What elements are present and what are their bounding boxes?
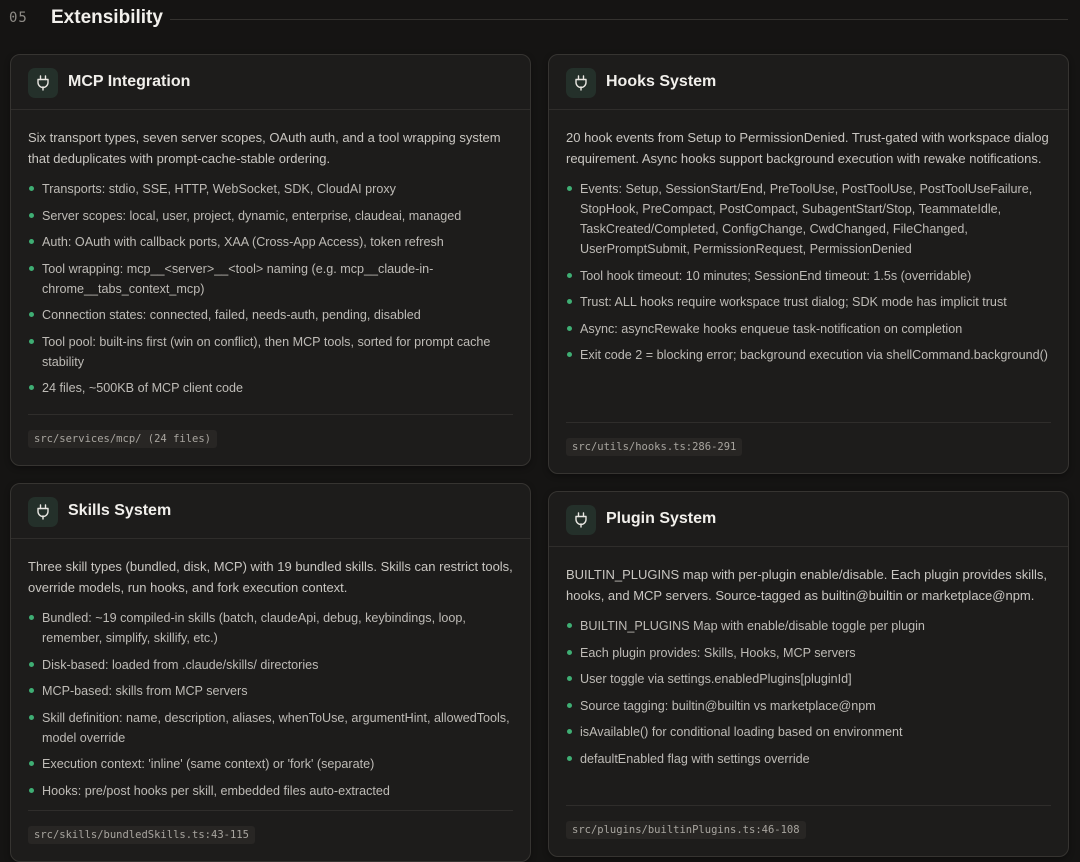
feature-item: Transports: stdio, SSE, HTTP, WebSocket, SDK, CloudAI proxy [28, 179, 513, 199]
feature-item: 24 files, ~500KB of MCP client code [28, 378, 513, 398]
card-header [11, 484, 530, 539]
source-path[interactable]: src/plugins/builtinPlugins.ts:46-108 [566, 821, 806, 839]
section-title: Extensibility [51, 7, 163, 28]
card-description: Six transport types, seven server scopes, OAuth auth, and a tool wrapping system that deduplicates with prompt-cache-stable ordering. [28, 130, 501, 166]
card-footer [566, 422, 1051, 473]
mcp-integration-card [10, 54, 531, 466]
card-footer [28, 810, 513, 861]
feature-list [566, 616, 1051, 769]
section-header [0, 0, 1080, 40]
card-header [11, 55, 530, 110]
feature-item: Each plugin provides: Skills, Hooks, MCP servers [566, 643, 1051, 663]
feature-item: Trust: ALL hooks require workspace trust dialog; SDK mode has implicit trust [566, 292, 1051, 312]
feature-item: Hooks: pre/post hooks per skill, embedded files auto-extracted [28, 781, 513, 801]
feature-item: User toggle via settings.enabledPlugins[pluginId] [566, 669, 1051, 689]
card-title: Plugin System [606, 510, 717, 527]
feature-item: BUILTIN_PLUGINS Map with enable/disable toggle per plugin [566, 616, 1051, 636]
card-footer [28, 414, 513, 465]
feature-item: Events: Setup, SessionStart/End, PreToolUse, PostToolUse, PostToolUseFailure, StopHook, PreCompact, PostCompact, SubagentStart/Stop, TeammateIdle, TaskCreated/Completed, ConfigChange, CwdChanged, FileChanged, UserPromptSubmit, PermissionRequest, PermissionDenied [566, 179, 1051, 259]
plug-icon [566, 68, 596, 98]
section-divider [170, 19, 1068, 20]
feature-item: Connection states: connected, failed, needs-auth, pending, disabled [28, 305, 513, 325]
card-title: Skills System [68, 502, 172, 519]
plug-icon [28, 68, 58, 98]
card-title: Hooks System [606, 73, 717, 90]
feature-item: isAvailable() for conditional loading based on environment [566, 722, 1051, 742]
plugin-system-card [548, 491, 1069, 857]
feature-list [28, 179, 513, 398]
feature-item: Tool wrapping: mcp__<server>__<tool> naming (e.g. mcp__claude-in-chrome__tabs_context_mcp) [28, 259, 513, 299]
feature-item: defaultEnabled flag with settings override [566, 749, 1051, 769]
card-description: Three skill types (bundled, disk, MCP) with 19 bundled skills. Skills can restrict tools, override models, run hooks, and fork execution context. [28, 559, 513, 595]
source-path[interactable]: src/skills/bundledSkills.ts:43-115 [28, 826, 255, 844]
card-body [549, 110, 1068, 365]
feature-item: Auth: OAuth with callback ports, XAA (Cross-App Access), token refresh [28, 232, 513, 252]
card-body [11, 110, 530, 398]
source-path[interactable]: src/services/mcp/ (24 files) [28, 430, 217, 448]
card-footer [566, 805, 1051, 856]
feature-item: Source tagging: builtin@builtin vs marketplace@npm [566, 696, 1051, 716]
feature-item: Execution context: 'inline' (same context) or 'fork' (separate) [28, 754, 513, 774]
feature-item: Tool pool: built-ins first (win on conflict), then MCP tools, sorted for prompt cache stability [28, 332, 513, 372]
feature-item: Exit code 2 = blocking error; background execution via shellCommand.background() [566, 345, 1051, 365]
card-title: MCP Integration [68, 73, 191, 90]
feature-item: Async: asyncRewake hooks enqueue task-notification on completion [566, 319, 1051, 339]
feature-item: Bundled: ~19 compiled-in skills (batch, claudeApi, debug, keybindings, loop, remember, simplify, skillify, etc.) [28, 608, 513, 648]
card-description: 20 hook events from Setup to PermissionDenied. Trust-gated with workspace dialog requirement. Async hooks support background execution with rewake notifications. [566, 130, 1049, 166]
feature-list [28, 608, 513, 801]
source-path[interactable]: src/utils/hooks.ts:286-291 [566, 438, 742, 456]
feature-item: MCP-based: skills from MCP servers [28, 681, 513, 701]
skills-system-card [10, 483, 531, 862]
plug-icon [566, 505, 596, 535]
card-body [11, 539, 530, 801]
hooks-system-card [548, 54, 1069, 474]
section-number: 05 [9, 10, 28, 26]
feature-item: Server scopes: local, user, project, dynamic, enterprise, claudeai, managed [28, 206, 513, 226]
card-description: BUILTIN_PLUGINS map with per-plugin enable/disable. Each plugin provides skills, hooks, and MCP servers. Source-tagged as builtin@builtin or marketplace@npm. [566, 567, 1047, 603]
card-header [549, 492, 1068, 547]
feature-item: Skill definition: name, description, aliases, whenToUse, argumentHint, allowedTools, model override [28, 708, 513, 748]
card-body [549, 547, 1068, 769]
plug-icon [28, 497, 58, 527]
feature-item: Tool hook timeout: 10 minutes; SessionEnd timeout: 1.5s (overridable) [566, 266, 1051, 286]
card-header [549, 55, 1068, 110]
feature-list [566, 179, 1051, 365]
feature-item: Disk-based: loaded from .claude/skills/ directories [28, 655, 513, 675]
